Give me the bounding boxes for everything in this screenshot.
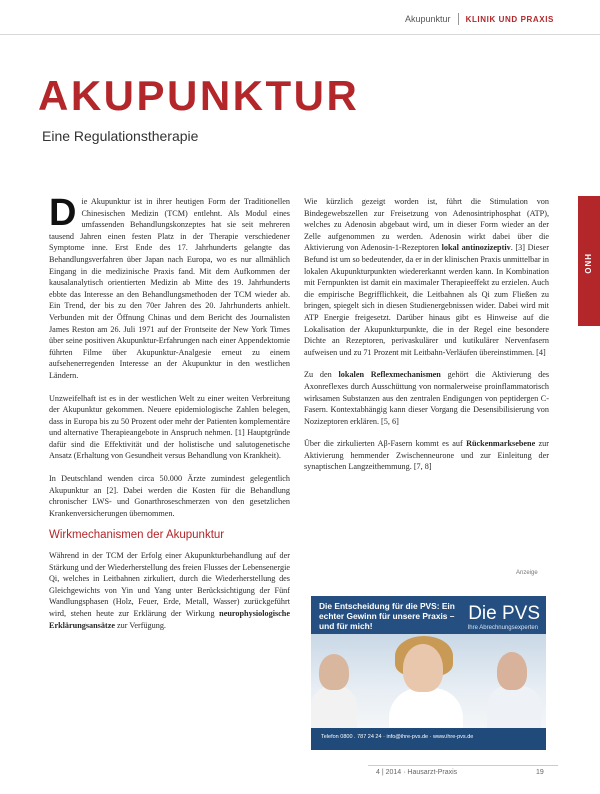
r1-text-post: . [3] Dieser Befund ist um so bedeutender, da er in der klinischen Praxis unmittelbar in lokalen Akupunkturpunkten wiedererkannt werden kann. In Kombination mit Fernpunkten ist damit ein maximaler Therapieeffekt zu erzielen. Auch die empirische Begrifflichkeit, die Leitbahnen als Qi zum Fließen zu bringen, spiegelt sich in diesen Studienergebnissen wider. Dabei wird mit ATP Energie freigesetzt. Darüber hinaus gibt es Hinweise auf die Lokalisation der Akupunkturpunkte, die in der Regel eine besondere Dichte an Rezeptoren, perivaskulärer und kutikulärer Nervenfasern aufweisen und zu 71 Prozent mit Leitbahn-Verläufen übereinstimmen. [4]: [304, 243, 550, 357]
article-subtitle: Eine Regulationstherapie: [42, 128, 199, 144]
ad-headline: Die Entscheidung für die PVS: Ein echter Gewinn für unsere Praxis – und für mich!: [319, 601, 455, 631]
ad-brand-logo: Die PVS: [468, 603, 540, 624]
r3-text-pre: Über die zirkulierten Aβ-Fasern kommt es auf: [304, 439, 467, 449]
ad-contact-line: Telefon 0800 . 787 24 24 · info@ihre-pvs.de · www.ihre-pvs.de: [321, 734, 474, 740]
right-paragraph-2: [304, 369, 549, 427]
header-divider: [458, 13, 459, 25]
page-number: 19: [536, 769, 544, 776]
r2-emphasis: lokalen Reflexmechanismen: [338, 370, 441, 380]
r2-text-post: gehört die Aktivierung des Axonreflexes durch Ausschüttung von normalerweise proinflammatorisch wirksamen Substanzen aus den zentralen Endigungen von peptidergen C-Fasern. Kontextabhängig kann dieser Vorgang die Desensibilisierung von Nozizeptoren erklären. [5, 6]: [304, 370, 550, 426]
intro-text: ie Akupunktur ist in ihrer heutigen Form der Traditionellen Chinesischen Medizin (TCM) entlehnt. Als Modul eines umfassenden Behandlungskonzeptes hat sie seit mehreren tausend Jahren einen festen Platz in der Therapie verschiedener Symptome inne. Erst Ende des 17. Jahrhunderts gelangte das Behandlungsverfahren über Japan nach Europa, wo es nur allmählich Eingang in die medizinische Praxis fand. Mit dem Aufkommen der kausalanalytisch orientierten Medizin ab Mitte des 19. Jahrhunderts ebbte das Interesse an den Behandlungsmethoden der TCM wieder ab. Ein Trend, der bis zu den 70er Jahren des 20. Jahrhunderts anhielt. Verbunden mit der Öffnung Chinas und dem Bericht des Journalisten James Reston am 26. Juli 1971 auf der Frontseite der New York Times über seine positiven Akupunktur-Erfahrungen nach einer Appendektomie führten Filme über Akupunktur-Analgesie erneut zu einem aufsehenerregenden Interesse an der Akupunktur in den westlichen Ländern.: [49, 197, 290, 380]
left-column: [49, 192, 290, 642]
page-header: [405, 13, 554, 25]
ad-banner: [311, 596, 546, 634]
ad-person-right: [497, 652, 527, 690]
header-rule: [0, 34, 600, 35]
advertisement[interactable]: [311, 596, 546, 750]
r3-text-post: zur Aktivierung hemmender Zwischenneurone und zur Einleitung der synaptischen Langzeithemmung. [7, 8]: [304, 439, 549, 472]
paragraph-2: Unzweifelhaft ist es in der westlichen Welt zu einer weiten Verbreitung der Akupunktur gekommen. Neuere epidemiologische Zahlen belegen, dass in Europa bis zu 50 Prozent oder mehr der Patienten komplementäre und alternative Therapieangebote in Anspruch nehmen. [1] Hauptgründe dafür sind die Effektivität und der holistische und salutogenetische Ansatz (Erhaltung von Gesundheit versus Behandlung von Krankheit).: [49, 393, 290, 461]
r1-emphasis: lokal antinozizeptiv: [441, 243, 511, 253]
ad-photo: [311, 634, 546, 728]
p4-text-pre: Während in der TCM der Erfolg einer Akupunkturbehandlung auf der Stärkung und der Wiederherstellung des freien Flusses der Lebensenergie Qi, welches in Leitbahnen zirkuliert, durch die Wiederherstellung des Gleichgewichts von Yin und Yang unter Berücksichtigung der Fünf Wandlungsphasen (Holz, Feuer, Erde, Metall, Wasser) zurückgeführt wird, stehen heute zur Erklärung der Wirkung: [49, 551, 290, 618]
intro-paragraph: [49, 192, 290, 382]
drop-cap: D: [49, 192, 77, 234]
r1-text-pre: Wie kürzlich gezeigt worden ist, führt die Stimulation von Bindegewebszellen zur Freisetzung von Adenosintriphosphat (ATP), welches zu Adenosin abgebaut wird, um in dieser Form wieder an der Zelle aufgenommen zu werden. Adenosin wirkt dabei über die Aktivierung von Adenosin-1-Rezeptoren: [304, 197, 549, 253]
paragraph-3: In Deutschland wenden circa 50.000 Ärzte zumindest gelegentlich Akupunktur an [2]. Dabei werden die Kosten für die Behandlung chronischer LWS- und Gonarthroseschmerzen von den gesetzlichen Krankenversicherungen übernommen.: [49, 474, 290, 518]
section-side-tab: [578, 196, 600, 326]
ad-brand-tagline: Ihre Abrechnungsexperten: [467, 625, 538, 631]
header-topic: Akupunktur: [405, 14, 451, 24]
p4-text-post: zur Verfügung.: [114, 620, 166, 630]
r3-emphasis: Rückenmarksebene: [466, 439, 536, 449]
ad-footer-bar: [311, 728, 546, 750]
section-heading-wirkmechanismen: Wirkmechanismen der Akupunktur: [49, 529, 225, 542]
right-column: [304, 196, 549, 484]
side-tab-label: HNO: [583, 254, 592, 275]
p4-emphasis: neurophysiologische Erklärungsansätze: [49, 609, 290, 630]
footer-rule: [368, 765, 558, 766]
right-paragraph-3: [304, 438, 549, 473]
ad-person-center: [403, 644, 443, 692]
article-title: AKUPUNKTUR: [38, 72, 360, 119]
r2-text-pre: Zu den: [304, 370, 339, 380]
footer-issue: 4 | 2014 · Hausarzt-Praxis: [376, 769, 458, 776]
ad-label: Anzeige: [516, 570, 538, 576]
right-paragraph-1: [304, 196, 549, 358]
header-section: KLINIK UND PRAXIS: [465, 14, 554, 24]
paragraph-4: [49, 550, 290, 631]
ad-person-left: [319, 654, 349, 690]
